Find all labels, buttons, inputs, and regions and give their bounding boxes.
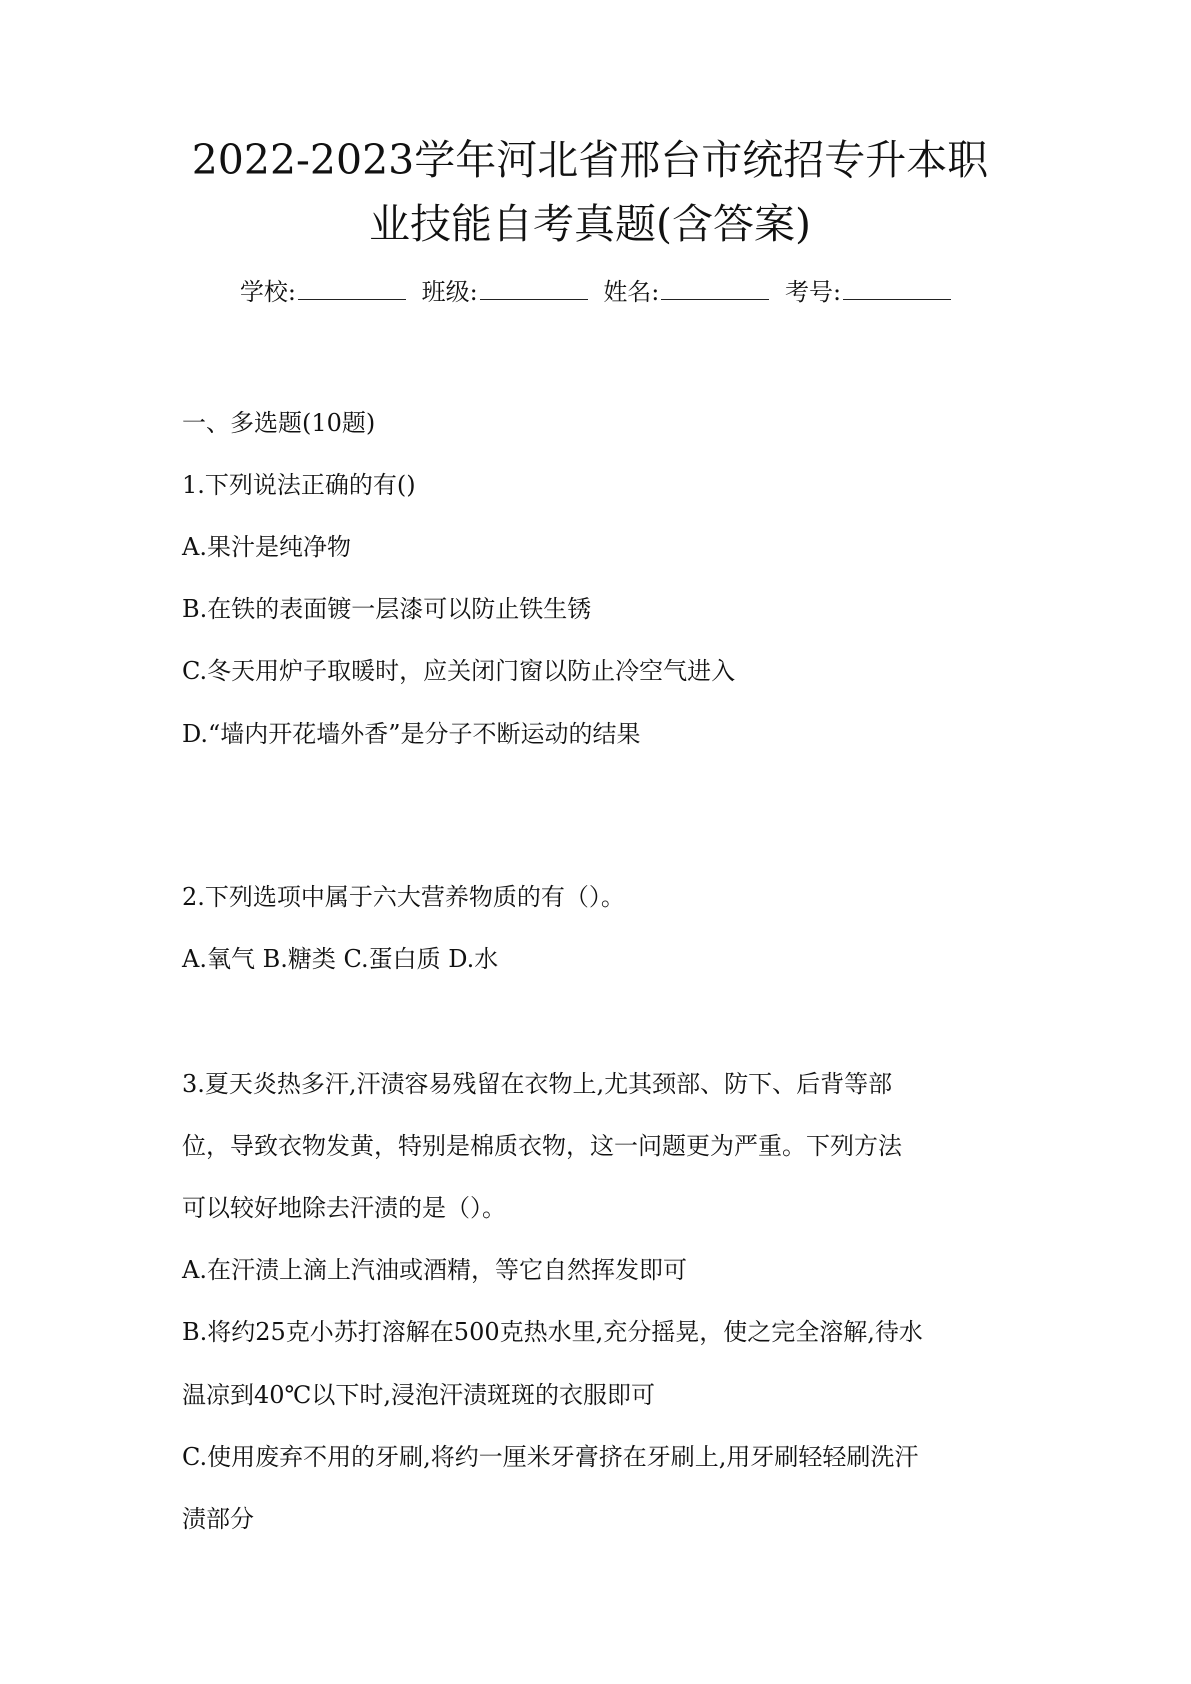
- exam-number-label: 考号:: [785, 278, 842, 306]
- question-3-stem-line-1: 3.夏天炎热多汗,汗渍容易残留在衣物上,尤其颈部、防下、后背等部: [182, 1070, 893, 1098]
- question-2-options: A.氧气 B.糖类 C.蛋白质 D.水: [182, 945, 499, 973]
- question-1-option-b: B.在铁的表面镀一层漆可以防止铁生锈: [182, 595, 592, 623]
- question-3-stem-line-2: 位，导致衣物发黄，特别是棉质衣物，这一问题更为严重。下列方法: [182, 1132, 902, 1160]
- question-3-option-c-line-2: 渍部分: [182, 1505, 254, 1533]
- class-blank: [480, 277, 588, 300]
- student-info-row: [0, 275, 1191, 309]
- question-1-option-c: C.冬天用炉子取暖时，应关闭门窗以防止冷空气进入: [182, 657, 736, 685]
- name-label: 姓名:: [603, 278, 660, 306]
- class-label: 班级:: [421, 278, 478, 306]
- school-label: 学校:: [239, 278, 296, 306]
- document-title-line-2: 业技能自考真题(含答案): [369, 200, 811, 248]
- document-title-line-1: 2022-2023学年河北省邢台市统招专升本职: [191, 136, 989, 184]
- question-1-stem: 1.下列说法正确的有(): [182, 471, 416, 499]
- name-blank: [661, 277, 769, 300]
- question-1-option-a: A.果汁是纯净物: [182, 533, 351, 561]
- question-3-option-b-line-1: B.将约25克小苏打溶解在500克热水里,充分摇晃，使之完全溶解,待水: [182, 1318, 923, 1346]
- school-blank: [298, 277, 406, 300]
- question-3-option-c-line-1: C.使用废弃不用的牙刷,将约一厘米牙膏挤在牙刷上,用牙刷轻轻刷洗汗: [182, 1443, 919, 1471]
- question-2-stem: 2.下列选项中属于六大营养物质的有（）。: [182, 883, 625, 911]
- question-3-option-a: A.在汗渍上滴上汽油或酒精，等它自然挥发即可: [182, 1256, 687, 1284]
- question-3-stem-line-3: 可以较好地除去汗渍的是（）。: [182, 1194, 506, 1222]
- school-field: [240, 275, 406, 309]
- class-field: [422, 275, 588, 309]
- exam-number-field: [785, 275, 951, 309]
- exam-number-blank: [843, 277, 951, 300]
- section-heading: 一、多选题(10题): [182, 409, 376, 437]
- name-field: [603, 275, 769, 309]
- question-3-option-b-line-2: 温凉到40℃以下时,浸泡汗渍斑斑的衣服即可: [182, 1381, 656, 1409]
- question-1-option-d: D.“墙内开花墙外香”是分子不断运动的结果: [182, 720, 641, 748]
